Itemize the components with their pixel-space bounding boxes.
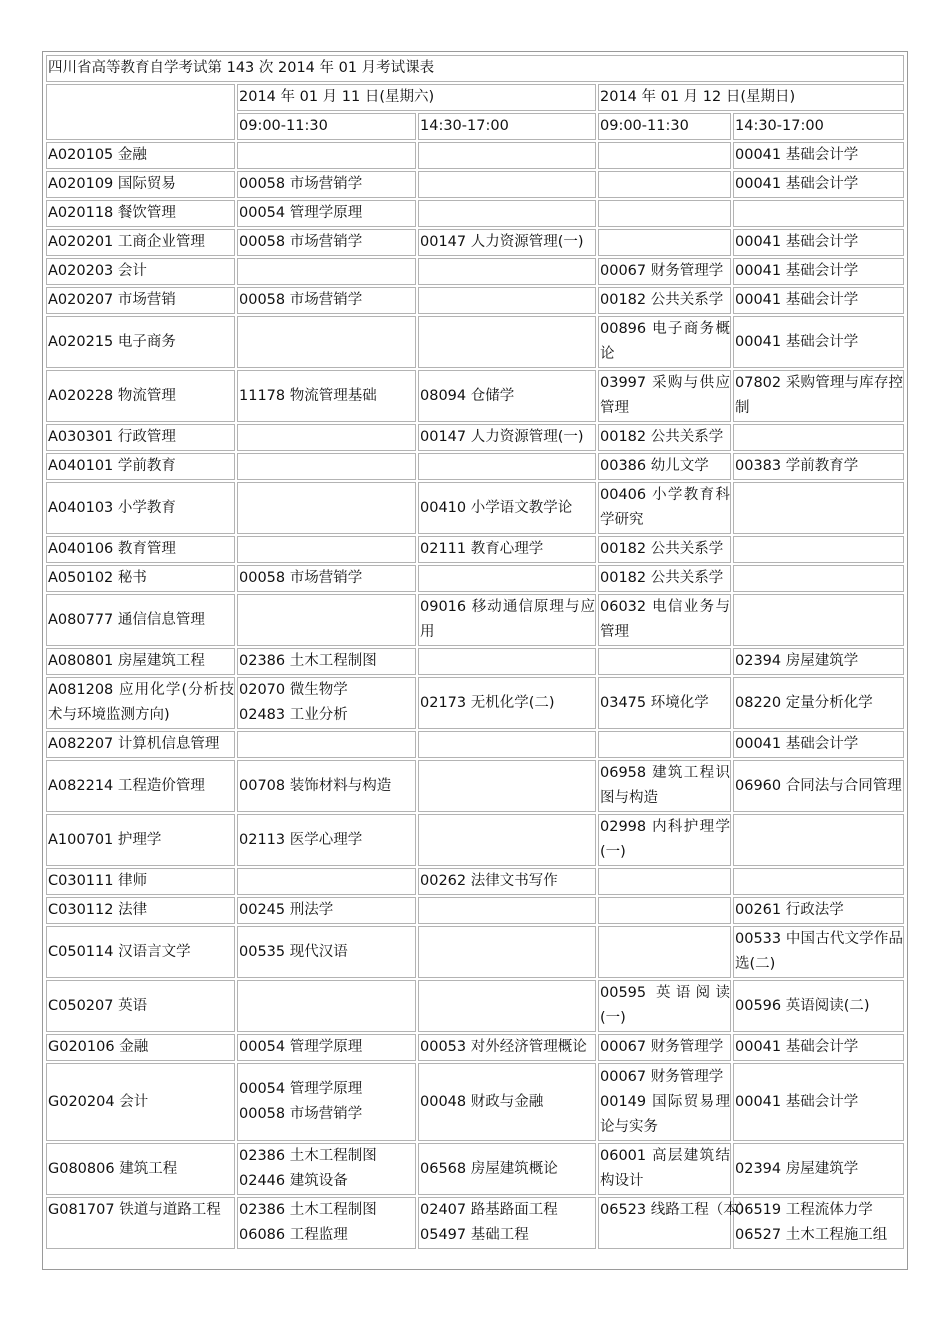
exam-cell bbox=[418, 258, 596, 285]
exam-line: 00054 管理学原理 bbox=[239, 1081, 363, 1097]
exam-cell: 02394 房屋建筑学 bbox=[733, 648, 904, 675]
exam-cell bbox=[237, 980, 416, 1032]
exam-cell bbox=[733, 565, 904, 592]
exam-cell bbox=[237, 536, 416, 563]
schedule-row bbox=[46, 258, 904, 285]
exam-cell bbox=[418, 926, 596, 978]
major-cell: C030111 律师 bbox=[46, 868, 235, 895]
exam-cell bbox=[418, 760, 596, 812]
exam-cell: 02394 房屋建筑学 bbox=[733, 1143, 904, 1195]
schedule-row bbox=[46, 316, 904, 368]
exam-cell: 00596 英语阅读(二) bbox=[733, 980, 904, 1032]
schedule-row bbox=[46, 760, 904, 812]
exam-cell bbox=[598, 229, 731, 256]
schedule-row bbox=[46, 1143, 904, 1195]
exam-schedule-table bbox=[44, 53, 906, 1251]
time-header: 14:30-17:00 bbox=[418, 113, 596, 140]
schedule-row bbox=[46, 482, 904, 534]
exam-cell: 08094 仓储学 bbox=[418, 370, 596, 422]
schedule-row bbox=[46, 142, 904, 169]
exam-cell: 00261 行政法学 bbox=[733, 897, 904, 924]
exam-line: 06086 工程监理 bbox=[239, 1227, 348, 1243]
schedule-row bbox=[46, 731, 904, 758]
exam-cell: 00182 公共关系学 bbox=[598, 287, 731, 314]
exam-schedule-sheet bbox=[42, 51, 908, 1270]
time-header: 14:30-17:00 bbox=[733, 113, 904, 140]
day-header-sun: 2014 年 01 月 12 日(星期日) bbox=[598, 84, 904, 111]
major-cell: A082214 工程造价管理 bbox=[46, 760, 235, 812]
exam-cell: 00041 基础会计学 bbox=[733, 316, 904, 368]
major-cell: A050102 秘书 bbox=[46, 565, 235, 592]
exam-cell: 00041 基础会计学 bbox=[733, 1063, 904, 1141]
schedule-row bbox=[46, 171, 904, 198]
schedule-row bbox=[46, 200, 904, 227]
schedule-row bbox=[46, 897, 904, 924]
schedule-row bbox=[46, 980, 904, 1032]
exam-cell: 00182 公共关系学 bbox=[598, 424, 731, 451]
exam-cell bbox=[418, 142, 596, 169]
exam-line: 05497 基础工程 bbox=[420, 1227, 529, 1243]
exam-line: 02446 建筑设备 bbox=[239, 1173, 348, 1189]
exam-cell: 00067 财务管理学 bbox=[598, 258, 731, 285]
major-cell: G020204 会计 bbox=[46, 1063, 235, 1141]
major-cell: A020109 国际贸易 bbox=[46, 171, 235, 198]
major-cell: A020118 餐饮管理 bbox=[46, 200, 235, 227]
exam-cell: 00182 公共关系学 bbox=[598, 536, 731, 563]
exam-cell bbox=[418, 1197, 596, 1249]
exam-cell: 00054 管理学原理 bbox=[237, 200, 416, 227]
major-cell: A082207 计算机信息管理 bbox=[46, 731, 235, 758]
exam-cell bbox=[237, 142, 416, 169]
exam-cell: 06032 电信业务与管理 bbox=[598, 594, 731, 646]
major-cell: A020215 电子商务 bbox=[46, 316, 235, 368]
exam-cell: 00041 基础会计学 bbox=[733, 287, 904, 314]
exam-cell: 02173 无机化学(二) bbox=[418, 677, 596, 729]
exam-cell: 00041 基础会计学 bbox=[733, 171, 904, 198]
exam-cell bbox=[598, 926, 731, 978]
exam-cell: 00041 基础会计学 bbox=[733, 142, 904, 169]
major-cell: A020203 会计 bbox=[46, 258, 235, 285]
exam-cell: 00041 基础会计学 bbox=[733, 731, 904, 758]
exam-cell bbox=[418, 731, 596, 758]
exam-cell: 00041 基础会计学 bbox=[733, 258, 904, 285]
exam-cell: 08220 定量分析化学 bbox=[733, 677, 904, 729]
exam-cell: 02386 土木工程制图 bbox=[237, 648, 416, 675]
exam-line: 02407 路基路面工程 bbox=[420, 1202, 558, 1218]
major-cell: A040101 学前教育 bbox=[46, 453, 235, 480]
exam-cell: 00058 市场营销学 bbox=[237, 229, 416, 256]
exam-cell bbox=[733, 594, 904, 646]
exam-cell: 00067 财务管理学 bbox=[598, 1034, 731, 1061]
exam-cell: 02998 内科护理学(一) bbox=[598, 814, 731, 866]
exam-cell bbox=[237, 1143, 416, 1195]
schedule-row bbox=[46, 424, 904, 451]
exam-cell: 00708 装饰材料与构造 bbox=[237, 760, 416, 812]
exam-cell: 00410 小学语文教学论 bbox=[418, 482, 596, 534]
day-header-sat: 2014 年 01 月 11 日(星期六) bbox=[237, 84, 596, 111]
time-header: 09:00-11:30 bbox=[237, 113, 416, 140]
exam-cell bbox=[237, 258, 416, 285]
schedule-row bbox=[46, 229, 904, 256]
schedule-row bbox=[46, 648, 904, 675]
major-cell: A080801 房屋建筑工程 bbox=[46, 648, 235, 675]
exam-cell bbox=[418, 980, 596, 1032]
exam-cell bbox=[237, 424, 416, 451]
exam-cell: 00041 基础会计学 bbox=[733, 229, 904, 256]
major-cell: A040103 小学教育 bbox=[46, 482, 235, 534]
exam-cell: 00053 对外经济管理概论 bbox=[418, 1034, 596, 1061]
exam-cell: 00058 市场营销学 bbox=[237, 171, 416, 198]
schedule-row bbox=[46, 536, 904, 563]
exam-cell: 02113 医学心理学 bbox=[237, 814, 416, 866]
exam-line: 02386 土木工程制图 bbox=[239, 1148, 377, 1164]
exam-cell: 03475 环境化学 bbox=[598, 677, 731, 729]
exam-cell: 00386 幼儿文学 bbox=[598, 453, 731, 480]
schedule-row bbox=[46, 370, 904, 422]
exam-line: 02386 土木工程制图 bbox=[239, 1202, 377, 1218]
schedule-row bbox=[46, 1063, 904, 1141]
exam-cell bbox=[733, 482, 904, 534]
exam-line: 00058 市场营销学 bbox=[239, 1106, 363, 1122]
schedule-row bbox=[46, 1034, 904, 1061]
major-cell: G081707 铁道与道路工程 bbox=[46, 1197, 235, 1249]
exam-line: 06527 土木工程施工组 bbox=[735, 1227, 888, 1243]
exam-cell bbox=[237, 316, 416, 368]
schedule-row bbox=[46, 287, 904, 314]
exam-cell: 02111 教育心理学 bbox=[418, 536, 596, 563]
exam-cell bbox=[598, 897, 731, 924]
exam-cell bbox=[237, 1063, 416, 1141]
exam-cell bbox=[598, 731, 731, 758]
exam-cell: 00147 人力资源管理(一) bbox=[418, 424, 596, 451]
exam-cell bbox=[237, 482, 416, 534]
exam-cell bbox=[733, 1197, 904, 1249]
exam-cell bbox=[237, 1197, 416, 1249]
exam-cell bbox=[598, 142, 731, 169]
exam-cell bbox=[418, 453, 596, 480]
exam-cell: 00896 电子商务概论 bbox=[598, 316, 731, 368]
major-cell: A020228 物流管理 bbox=[46, 370, 235, 422]
exam-cell: 00054 管理学原理 bbox=[237, 1034, 416, 1061]
schedule-title: 四川省高等教育自学考试第 143 次 2014 年 01 月考试课表 bbox=[46, 55, 904, 82]
major-cell: A020105 金融 bbox=[46, 142, 235, 169]
major-cell: A080777 通信信息管理 bbox=[46, 594, 235, 646]
exam-cell: 00048 财政与金融 bbox=[418, 1063, 596, 1141]
exam-cell: 06960 合同法与合同管理 bbox=[733, 760, 904, 812]
exam-cell: 09016 移动通信原理与应用 bbox=[418, 594, 596, 646]
major-cell: A030301 行政管理 bbox=[46, 424, 235, 451]
exam-cell bbox=[418, 200, 596, 227]
time-header: 09:00-11:30 bbox=[598, 113, 731, 140]
exam-cell: 00147 人力资源管理(一) bbox=[418, 229, 596, 256]
schedule-row bbox=[46, 565, 904, 592]
exam-cell bbox=[733, 424, 904, 451]
exam-cell bbox=[418, 316, 596, 368]
exam-line: 02483 工业分析 bbox=[239, 707, 348, 723]
exam-cell: 06523 线路工程（本） bbox=[598, 1197, 731, 1249]
major-cell: G020106 金融 bbox=[46, 1034, 235, 1061]
exam-cell bbox=[733, 814, 904, 866]
exam-cell: 00406 小学教育科学研究 bbox=[598, 482, 731, 534]
major-header-cell bbox=[46, 84, 235, 140]
schedule-row bbox=[46, 868, 904, 895]
schedule-row bbox=[46, 814, 904, 866]
exam-line: 00149 国际贸易理论与实务 bbox=[600, 1093, 730, 1135]
major-cell: C050207 英语 bbox=[46, 980, 235, 1032]
exam-cell bbox=[237, 731, 416, 758]
major-cell: A100701 护理学 bbox=[46, 814, 235, 866]
major-cell: A081208 应用化学(分析技术与环境监测方向) bbox=[46, 677, 235, 729]
schedule-row bbox=[46, 594, 904, 646]
exam-line: 02070 微生物学 bbox=[239, 682, 348, 698]
exam-cell bbox=[418, 814, 596, 866]
major-cell: C030112 法律 bbox=[46, 897, 235, 924]
exam-cell: 06568 房屋建筑概论 bbox=[418, 1143, 596, 1195]
exam-cell bbox=[418, 897, 596, 924]
exam-cell: 00383 学前教育学 bbox=[733, 453, 904, 480]
exam-cell bbox=[237, 677, 416, 729]
exam-cell bbox=[418, 565, 596, 592]
exam-cell: 00262 法律文书写作 bbox=[418, 868, 596, 895]
schedule-row bbox=[46, 677, 904, 729]
exam-cell: 00595 英语阅读(一) bbox=[598, 980, 731, 1032]
exam-cell bbox=[418, 648, 596, 675]
exam-cell: 11178 物流管理基础 bbox=[237, 370, 416, 422]
exam-cell bbox=[598, 648, 731, 675]
major-cell: G080806 建筑工程 bbox=[46, 1143, 235, 1195]
exam-cell: 00245 刑法学 bbox=[237, 897, 416, 924]
title-row bbox=[46, 55, 904, 82]
major-cell: A020201 工商企业管理 bbox=[46, 229, 235, 256]
major-cell: A040106 教育管理 bbox=[46, 536, 235, 563]
exam-cell bbox=[418, 287, 596, 314]
exam-cell: 03997 采购与供应管理 bbox=[598, 370, 731, 422]
exam-cell bbox=[598, 171, 731, 198]
exam-cell bbox=[733, 868, 904, 895]
exam-line: 00067 财务管理学 bbox=[600, 1068, 724, 1085]
exam-cell bbox=[237, 868, 416, 895]
exam-cell bbox=[733, 536, 904, 563]
exam-cell: 06001 高层建筑结构设计 bbox=[598, 1143, 731, 1195]
exam-cell: 00533 中国古代文学作品选(二) bbox=[733, 926, 904, 978]
exam-cell bbox=[237, 453, 416, 480]
exam-cell bbox=[598, 868, 731, 895]
exam-cell: 06958 建筑工程识图与构造 bbox=[598, 760, 731, 812]
exam-cell: 00535 现代汉语 bbox=[237, 926, 416, 978]
major-cell: C050114 汉语言文学 bbox=[46, 926, 235, 978]
exam-cell: 00058 市场营销学 bbox=[237, 287, 416, 314]
day-header-row bbox=[46, 84, 904, 111]
exam-cell bbox=[598, 200, 731, 227]
schedule-row bbox=[46, 926, 904, 978]
major-cell: A020207 市场营销 bbox=[46, 287, 235, 314]
exam-cell: 00058 市场营销学 bbox=[237, 565, 416, 592]
exam-cell bbox=[598, 1063, 731, 1141]
exam-cell: 00041 基础会计学 bbox=[733, 1034, 904, 1061]
schedule-row bbox=[46, 453, 904, 480]
exam-cell: 00182 公共关系学 bbox=[598, 565, 731, 592]
exam-cell bbox=[418, 171, 596, 198]
schedule-row bbox=[46, 1197, 904, 1249]
exam-cell bbox=[733, 200, 904, 227]
exam-cell: 07802 采购管理与库存控制 bbox=[733, 370, 904, 422]
exam-cell bbox=[237, 594, 416, 646]
exam-line: 06519 工程流体力学 bbox=[735, 1202, 873, 1218]
